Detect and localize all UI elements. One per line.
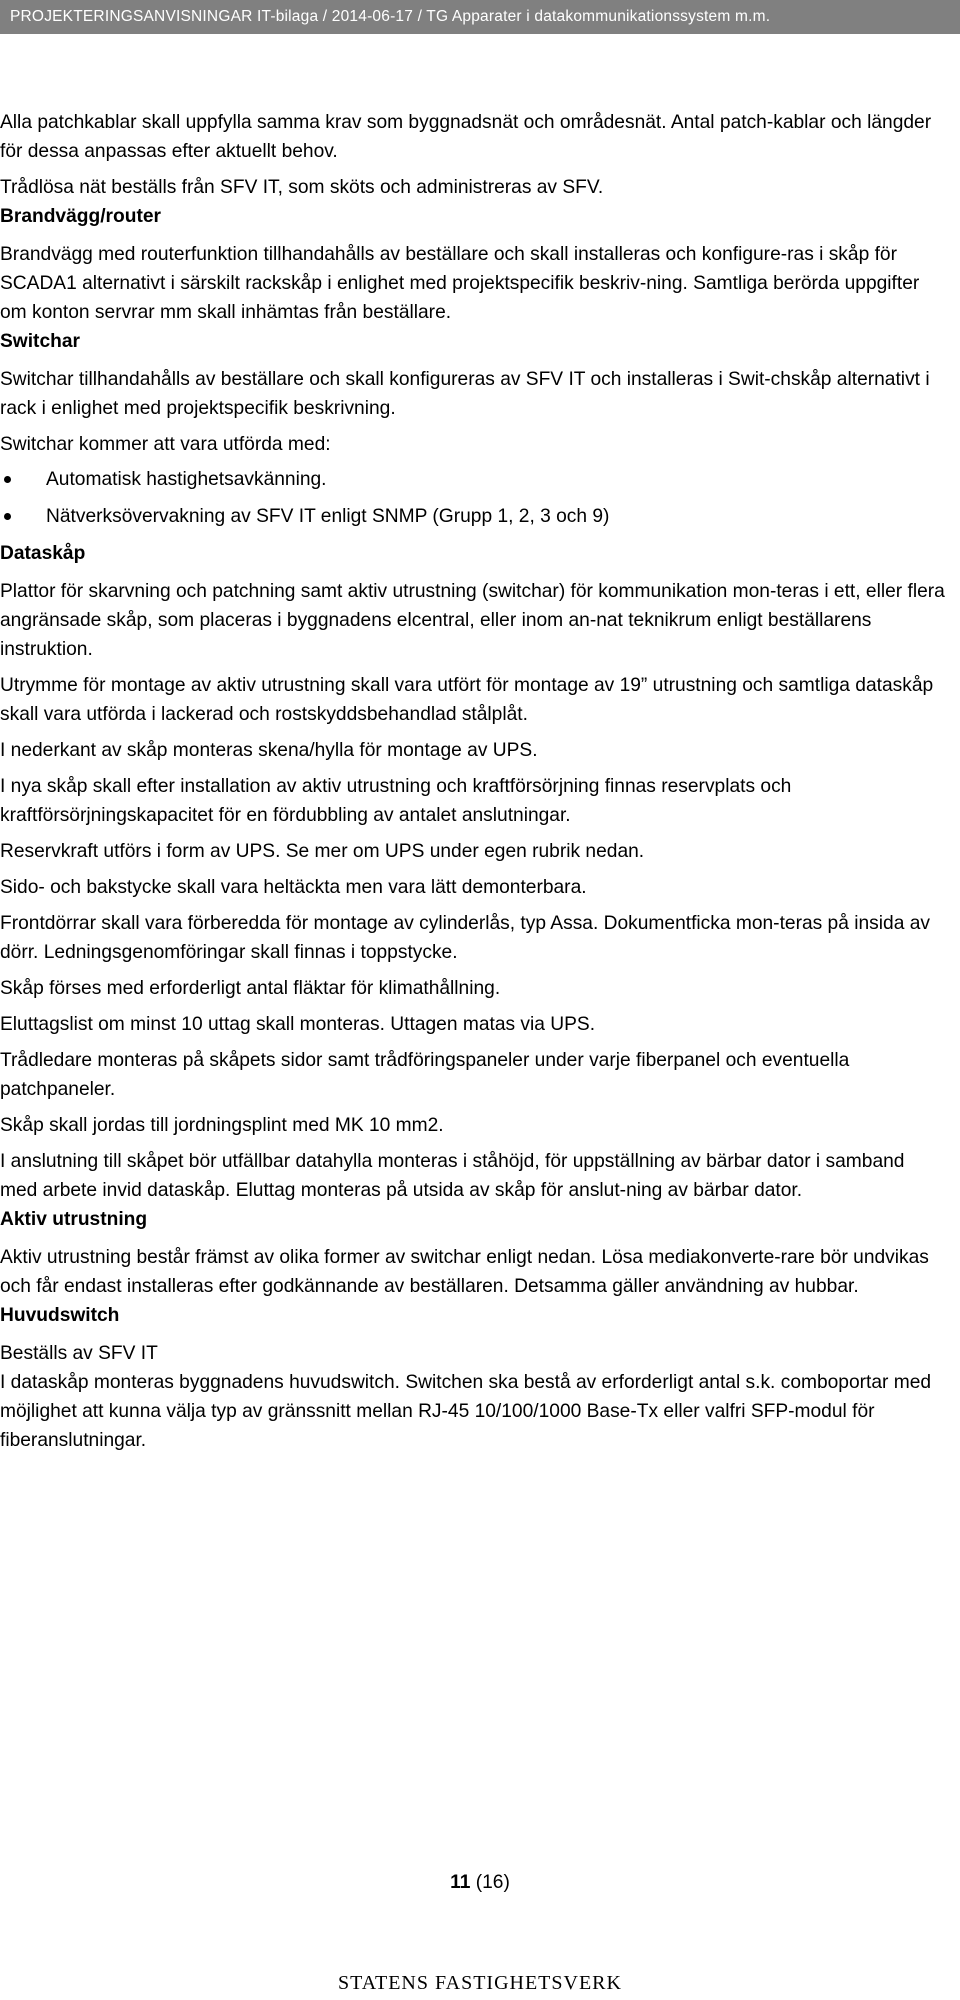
dataskap-paragraph-1: Plattor för skarvning och patchning samt aktiv utrustning (switchar) för kommunikation mon-teras i ett, eller flera angränsade skåp, som placeras i byggnadens elcentral, eller inom an-nat teknikrum enligt beställarens instruktion.	[0, 581, 945, 660]
dataskap-paragraph-3: I nederkant av skåp monteras skena/hylla för montage av UPS.	[0, 740, 538, 761]
dataskap-paragraph-10: Trådledare monteras på skåpets sidor samt trådföringspaneler under varje fiberpanel och eventuella patchpaneler.	[0, 1050, 850, 1100]
page-current: 11	[450, 1872, 471, 1893]
dataskap-paragraph-6: Sido- och bakstycke skall vara heltäckta men vara lätt demonterbara.	[0, 877, 587, 898]
document-header: PROJEKTERINGSANVISNINGAR IT-bilaga / 2014-06-17 / TG Apparater i datakommunikationssystem m.m.	[0, 0, 960, 34]
list-item: Nätverksövervakning av SFV IT enligt SNMP (Grupp 1, 2, 3 och 9)	[0, 502, 945, 531]
list-item: Automatisk hastighetsavkänning.	[0, 465, 945, 494]
huvudswitch-line-2: I dataskåp monteras byggnadens huvudswitch. Switchen ska bestå av erforderligt antal s.k. comboportar med möjlighet att kunna välja typ av gränssnitt mellan RJ-45 10/100/1000 Base-Tx eller valfri SFP-modul för fiberanslutningar.	[0, 1372, 932, 1451]
footer-logo: STATENS FASTIGHETSVERK	[338, 1972, 622, 1994]
heading-huvudswitch: Huvudswitch	[0, 1305, 120, 1326]
page-number	[0, 1872, 960, 1894]
switchar-body-1: Switchar tillhandahålls av beställare och skall konfigureras av SFV IT och installeras i Swit-chskåp alternativt i rack i enlighet med projektspecifik beskrivning.	[0, 369, 930, 419]
huvudswitch-line-1: Beställs av SFV IT	[0, 1343, 158, 1364]
bullet-icon	[4, 513, 11, 520]
dataskap-paragraph-11: Skåp skall jordas till jordningsplint med MK 10 mm2.	[0, 1115, 444, 1136]
dataskap-paragraph-9: Eluttagslist om minst 10 uttag skall monteras. Uttagen matas via UPS.	[0, 1014, 596, 1035]
intro-paragraph-2: Trådlösa nät beställs från SFV IT, som sköts och administreras av SFV.	[0, 177, 604, 198]
document-body	[0, 108, 945, 1455]
heading-switchar: Switchar	[0, 331, 80, 352]
page-total: (16)	[475, 1872, 510, 1893]
heading-aktiv-utrustning: Aktiv utrustning	[0, 1209, 148, 1230]
switchar-body-2: Switchar kommer att vara utförda med:	[0, 434, 331, 455]
dataskap-paragraph-2: Utrymme för montage av aktiv utrustning skall vara utfört för montage av 19” utrustning och samtliga dataskåp skall vara utförda i lackerad och rostskyddsbehandlad stålplåt.	[0, 675, 934, 725]
switchar-bullet-list	[0, 465, 945, 531]
dataskap-paragraph-7: Frontdörrar skall vara förberedda för montage av cylinderlås, typ Assa. Dokumentficka mon-teras på insida av dörr. Ledningsgenomföringar skall finnas i toppstycke.	[0, 913, 930, 963]
bullet-icon	[4, 476, 11, 483]
dataskap-paragraph-12: I anslutning till skåpet bör utfällbar datahylla monteras i ståhöjd, för uppställning av bärbar dator i samband med arbete invid dataskåp. Eluttag monteras på utsida av skåp för anslut-ning av bärbar dator.	[0, 1151, 905, 1201]
aktiv-body: Aktiv utrustning består främst av olika former av switchar enligt nedan. Lösa mediakonverte-rare bör undvikas och får endast installeras efter godkännande av beställaren. Detsamma gäller användning av hubbar.	[0, 1247, 929, 1297]
dataskap-paragraph-8: Skåp förses med erforderligt antal fläktar för klimathållning.	[0, 978, 501, 999]
brandvagg-body: Brandvägg med routerfunktion tillhandahålls av beställare och skall installeras och konfigure-ras i skåp för SCADA1 alternativt i särskilt rackskåp i enlighet med projektspecifik beskriv-ning. Samtliga berörda uppgifter om konton servrar mm skall inhämtas från beställare.	[0, 244, 920, 323]
heading-brandvagg: Brandvägg/router	[0, 206, 161, 227]
intro-paragraph-1: Alla patchkablar skall uppfylla samma krav som byggnadsnät och områdesnät. Antal patch-kablar och längder för dessa anpassas efter aktuellt behov.	[0, 112, 932, 162]
dataskap-paragraph-4: I nya skåp skall efter installation av aktiv utrustning och kraftförsörjning finnas reservplats och kraftförsörjningskapacitet för en fördubbling av antalet anslutningar.	[0, 776, 792, 826]
dataskap-paragraph-5: Reservkraft utförs i form av UPS. Se mer om UPS under egen rubrik nedan.	[0, 841, 645, 862]
heading-dataskap: Dataskåp	[0, 543, 86, 564]
